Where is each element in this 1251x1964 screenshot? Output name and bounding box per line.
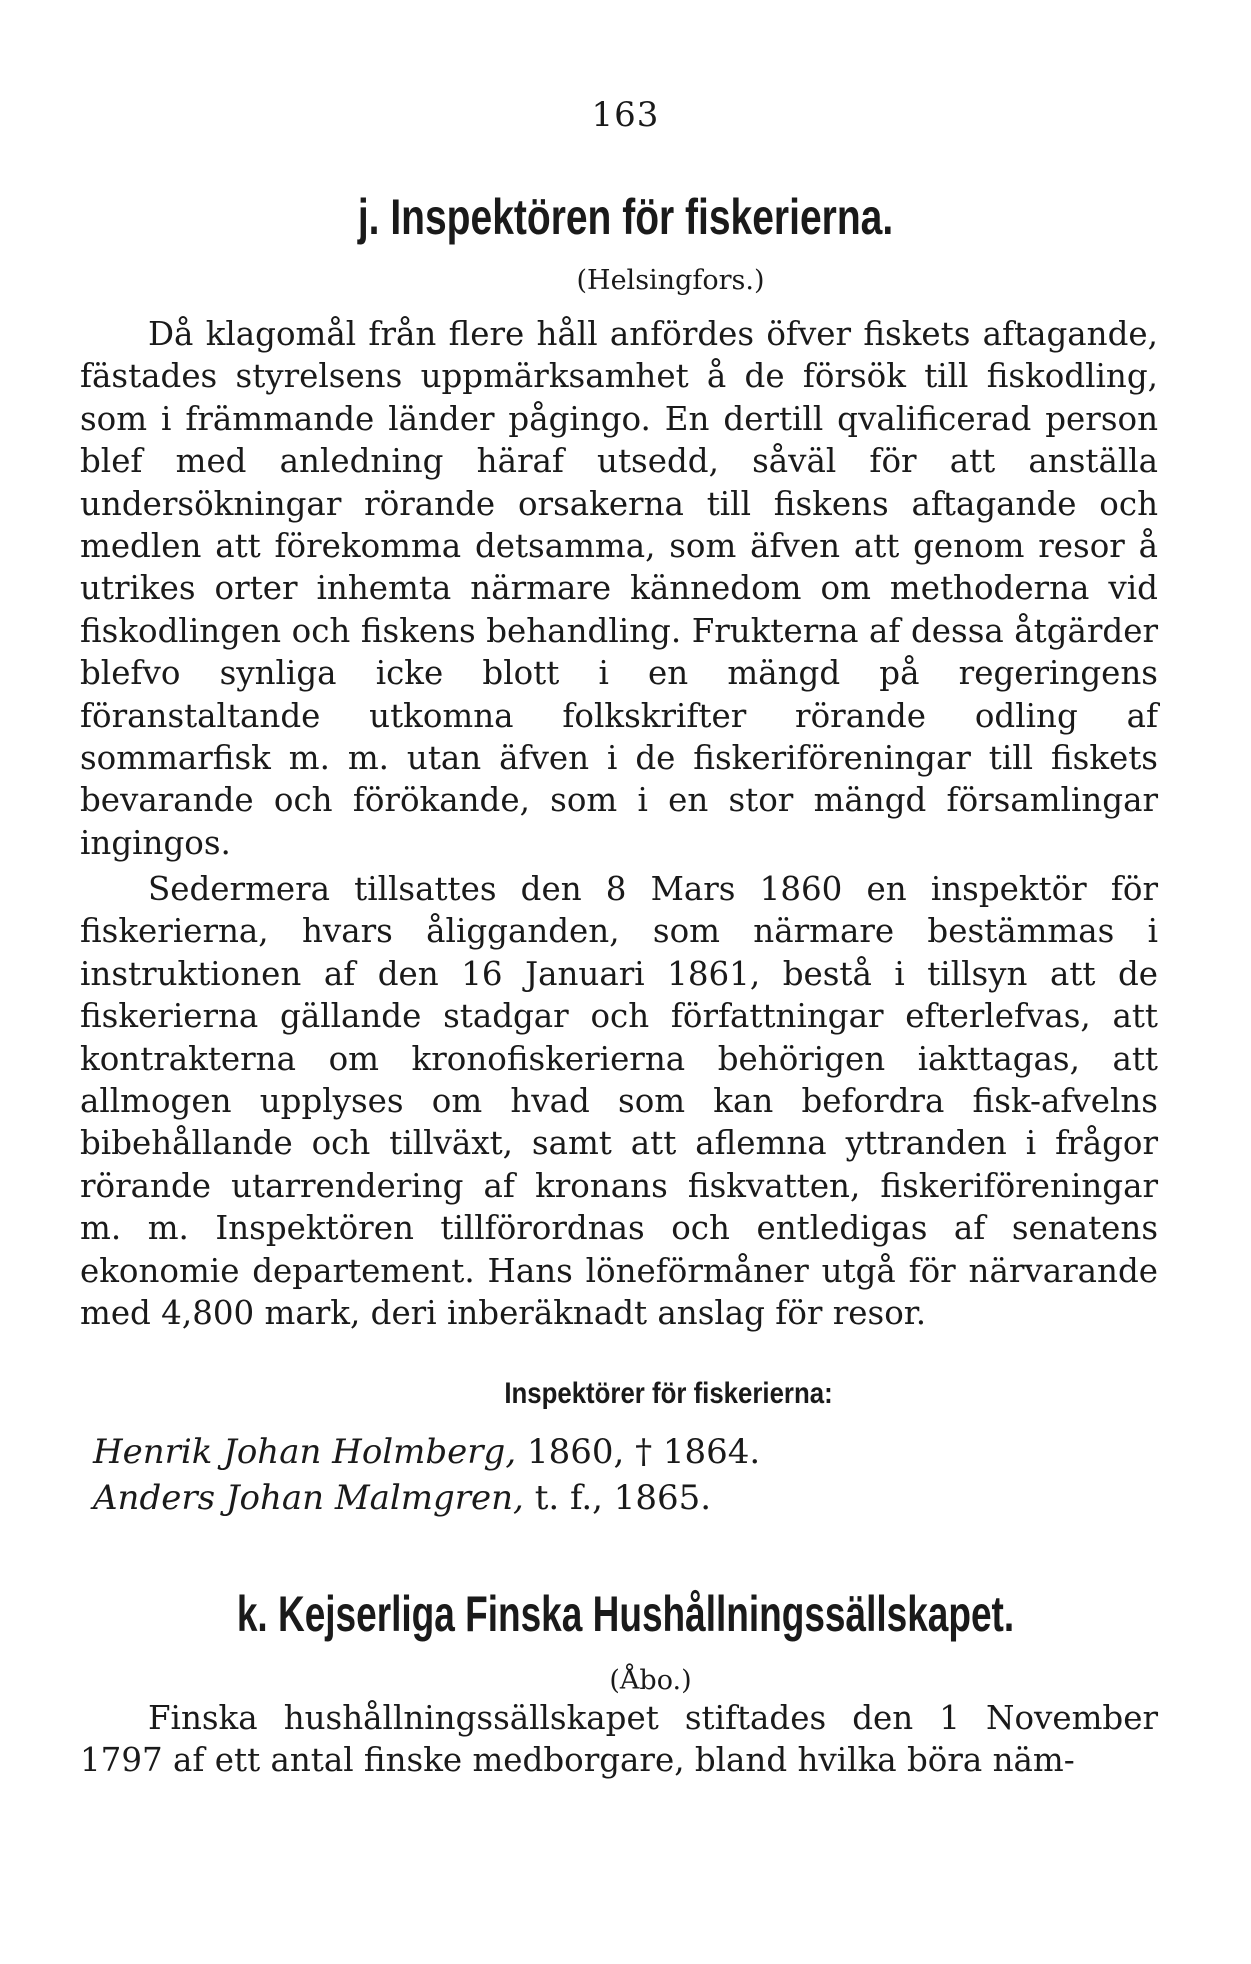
official-entry: [93, 1478, 711, 1518]
paragraph-k-1: Finska hushållningssällskapet stiftades den 1 November 1797 af ett antal finske medborgare, bland hvilka böra näm-: [80, 1699, 1158, 1780]
official-details: t. f., 1865.: [534, 1478, 712, 1518]
paragraph-j-2: Sedermera tillsattes den 8 Mars 1860 en inspektör för fiskerierna, hvars åligganden, som närmare bestämmas i instruktionen af den 16 Januari 1861, bestå i tillsyn att de fiskerierna gällande stadgar och författningar efterlefvas, att kontrakterna om kronofiskerierna behörigen iakttagas, att allmogen upplyses om hvad som kan befordra fisk-afvelns bibehållande och tillväxt, samt att aflemna yttranden i frågor rörande utarrendering af kronans fiskvatten, fiskeriföreningar m. m. Inspektören tillförordnas och entledigas af senatens ekonomie departement. Hans löneförmåner utgå för närvarande med 4,800 mark, deri inberäknadt anslag för resor.: [80, 870, 1158, 1333]
official-entry: [93, 1432, 760, 1472]
officials-heading: Inspektörer för fiskerierna:: [504, 1377, 833, 1410]
section-heading-j: j. Inspektören för fiskerierna.: [357, 189, 894, 245]
section-location-j: (Helsingfors.): [576, 265, 765, 296]
section-heading-k: k. Kejserliga Finska Hushållningssällskapet.: [236, 1586, 1015, 1642]
official-name: Henrik Johan Holmberg,: [93, 1432, 517, 1472]
paragraph-j-1: Då klagomål från flere håll anfördes öfver fiskets aftagande, fästades styrelsens uppmärksamhet å de försök till fiskodling, som i främmande länder pågingo. En dertill qvalificerad person blef med anledning häraf utsedd, såväl för att anställa undersökningar rörande orsakerna till fiskens aftagande och medlen att förekomma detsamma, som äfven att genom resor å utrikes orter inhemta närmare kännedom om methoderna vid fiskodlingen och fiskens behandling. Frukterna af dessa åtgärder blefvo synliga icke blott i en mängd på regeringens föranstaltande utkomna folkskrifter rörande odling af sommarfisk m. m. utan äfven i de fiskeriföreningar till fiskets bevarande och förökande, som i en stor mängd församlingar ingingos.: [80, 315, 1158, 862]
page-number: 163: [591, 95, 660, 135]
official-name: Anders Johan Malmgren,: [93, 1478, 524, 1518]
official-details: 1860, † 1864.: [526, 1432, 761, 1472]
section-location-k: (Åbo.): [609, 1665, 692, 1696]
